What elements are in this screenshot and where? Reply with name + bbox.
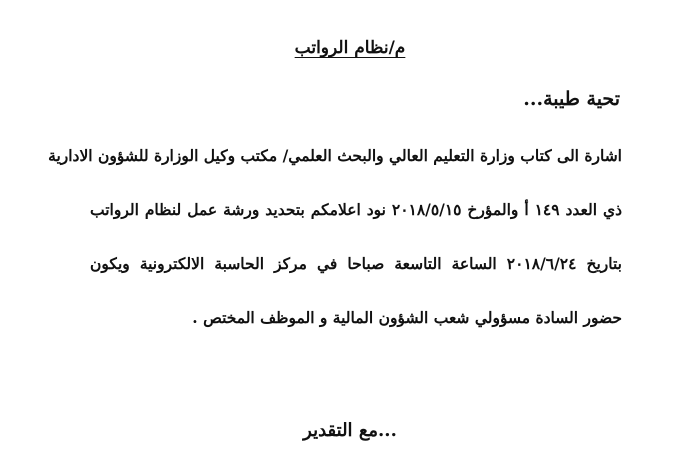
letter-greeting: تحية طيبة... <box>523 88 620 110</box>
body-line: حضور السادة مسؤولي شعب الشؤون المالية و الموظف المختص . <box>192 308 622 327</box>
letter-subject: م/نظام الرواتب <box>294 38 406 58</box>
body-line: بتاريخ ٢٠١٨/٦/٢٤ الساعة التاسعة صباحا في مركز الحاسبة الالكترونية ويكون <box>90 254 622 273</box>
letter-closing: ...مع التقدير <box>303 420 397 441</box>
body-line: اشارة الى كتاب وزارة التعليم العالي والبحث العلمي/ مكتب وكيل الوزارة للشؤون الادارية <box>48 146 622 165</box>
body-line: ذي العدد ١٤٩ أ والمؤرخ ٢٠١٨/٥/١٥ نود اعلامكم بتحديد ورشة عمل لنظام الرواتب <box>90 200 622 219</box>
